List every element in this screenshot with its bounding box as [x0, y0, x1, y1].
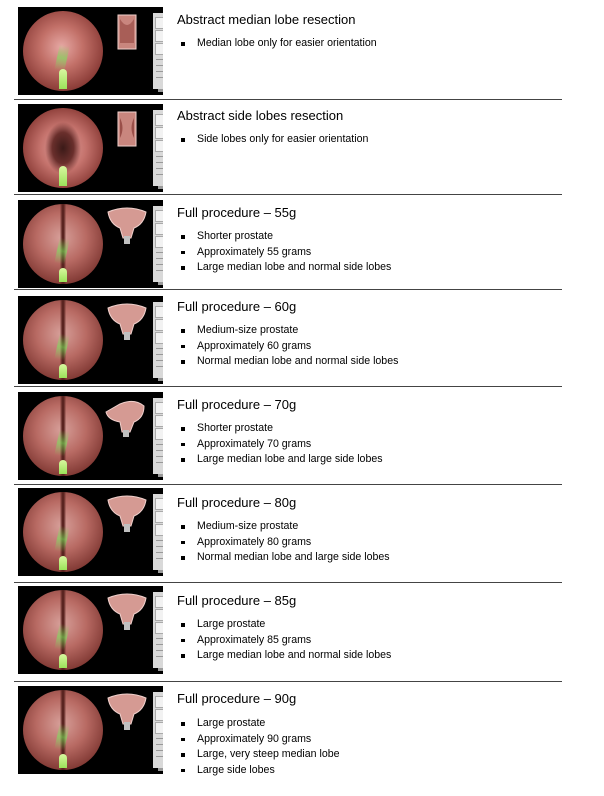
- prostate-model-icon: [104, 398, 150, 438]
- full-procedure-thumbnail[interactable]: [18, 296, 163, 384]
- detail-item: Medium-size prostate: [180, 519, 390, 535]
- detail-item: Large median lobe and normal side lobes: [180, 260, 391, 276]
- endoscope-view-icon: [23, 590, 103, 670]
- prostate-model-icon: [104, 206, 150, 246]
- detail-item: Shorter prostate: [180, 421, 383, 437]
- bullet-square-icon: [181, 42, 185, 46]
- detail-item: Large, very steep median lobe: [180, 747, 340, 763]
- endoscope-view-icon: [23, 690, 103, 770]
- detail-item: Approximately 55 grams: [180, 245, 391, 261]
- procedure-title: Full procedure – 85g: [177, 593, 297, 608]
- detail-item: Large median lobe and normal side lobes: [180, 648, 391, 664]
- detail-item: Approximately 60 grams: [180, 339, 398, 355]
- bullet-square-icon: [181, 360, 185, 364]
- detail-item: Median lobe only for easier orientation: [180, 36, 377, 52]
- detail-item: Normal median lobe and large side lobes: [180, 550, 390, 566]
- procedure-details: [180, 716, 340, 778]
- bullet-square-icon: [181, 639, 185, 643]
- divider: [14, 99, 562, 100]
- tool-panel: [153, 302, 163, 378]
- divider: [14, 582, 562, 583]
- procedure-details: [180, 132, 368, 148]
- median-lobe-thumbnail[interactable]: [18, 7, 163, 95]
- bullet-square-icon: [181, 345, 185, 349]
- full-procedure-thumbnail[interactable]: [18, 586, 163, 674]
- bullet-square-icon: [181, 722, 185, 726]
- tool-panel: [153, 206, 163, 282]
- tool-panel: [153, 592, 163, 668]
- tool-panel: [153, 692, 163, 768]
- tool-panel: [153, 494, 163, 570]
- bullet-square-icon: [181, 329, 185, 333]
- divider: [14, 194, 562, 195]
- bullet-square-icon: [181, 654, 185, 658]
- prostate-model-icon: [104, 692, 150, 732]
- side-lobes-thumbnail[interactable]: [18, 104, 163, 192]
- procedure-title: Full procedure – 90g: [177, 691, 297, 706]
- procedure-title: Abstract side lobes resection: [177, 108, 344, 123]
- detail-item: Approximately 70 grams: [180, 437, 383, 453]
- endoscope-view-icon: [23, 396, 103, 476]
- procedure-details: [180, 323, 398, 370]
- procedure-title: Abstract median lobe resection: [177, 12, 356, 27]
- endoscope-view-icon: [23, 11, 103, 91]
- detail-item: Approximately 90 grams: [180, 732, 340, 748]
- bullet-square-icon: [181, 769, 185, 773]
- divider: [14, 484, 562, 485]
- detail-item: Large prostate: [180, 617, 391, 633]
- procedure-details: [180, 36, 377, 52]
- bullet-square-icon: [181, 556, 185, 560]
- procedure-details: [180, 421, 383, 468]
- full-procedure-thumbnail[interactable]: [18, 488, 163, 576]
- detail-item: Large prostate: [180, 716, 340, 732]
- side-lobes-model-icon: [104, 110, 150, 150]
- divider: [14, 289, 562, 290]
- detail-item: Approximately 85 grams: [180, 633, 391, 649]
- endoscope-view-icon: [23, 108, 103, 188]
- procedure-details: [180, 519, 390, 566]
- detail-item: Large side lobes: [180, 763, 340, 779]
- detail-item: Normal median lobe and normal side lobes: [180, 354, 398, 370]
- detail-item: Approximately 80 grams: [180, 535, 390, 551]
- bullet-square-icon: [181, 458, 185, 462]
- median-lobe-model-icon: [104, 13, 150, 53]
- bullet-square-icon: [181, 443, 185, 447]
- prostate-model-icon: [104, 494, 150, 534]
- prostate-model-icon: [104, 592, 150, 632]
- bullet-square-icon: [181, 541, 185, 545]
- bullet-square-icon: [181, 138, 185, 142]
- prostate-model-icon: [104, 302, 150, 342]
- tool-panel: [153, 13, 163, 89]
- full-procedure-thumbnail[interactable]: [18, 392, 163, 480]
- tool-panel: [153, 398, 163, 474]
- procedure-title: Full procedure – 55g: [177, 205, 297, 220]
- detail-item: Large median lobe and large side lobes: [180, 452, 383, 468]
- bullet-square-icon: [181, 753, 185, 757]
- bullet-square-icon: [181, 266, 185, 270]
- endoscope-view-icon: [23, 300, 103, 380]
- endoscope-view-icon: [23, 492, 103, 572]
- procedure-details: [180, 617, 391, 664]
- bullet-square-icon: [181, 738, 185, 742]
- bullet-square-icon: [181, 251, 185, 255]
- divider: [14, 386, 562, 387]
- procedure-title: Full procedure – 80g: [177, 495, 297, 510]
- tool-panel: [153, 110, 163, 186]
- divider: [14, 681, 562, 682]
- detail-item: Shorter prostate: [180, 229, 391, 245]
- endoscope-view-icon: [23, 204, 103, 284]
- procedure-details: [180, 229, 391, 276]
- procedure-title: Full procedure – 70g: [177, 397, 297, 412]
- procedure-title: Full procedure – 60g: [177, 299, 297, 314]
- detail-item: Side lobes only for easier orientation: [180, 132, 368, 148]
- bullet-square-icon: [181, 623, 185, 627]
- bullet-square-icon: [181, 427, 185, 431]
- detail-item: Medium-size prostate: [180, 323, 398, 339]
- bullet-square-icon: [181, 525, 185, 529]
- full-procedure-thumbnail[interactable]: [18, 200, 163, 288]
- bullet-square-icon: [181, 235, 185, 239]
- full-procedure-thumbnail[interactable]: [18, 686, 163, 774]
